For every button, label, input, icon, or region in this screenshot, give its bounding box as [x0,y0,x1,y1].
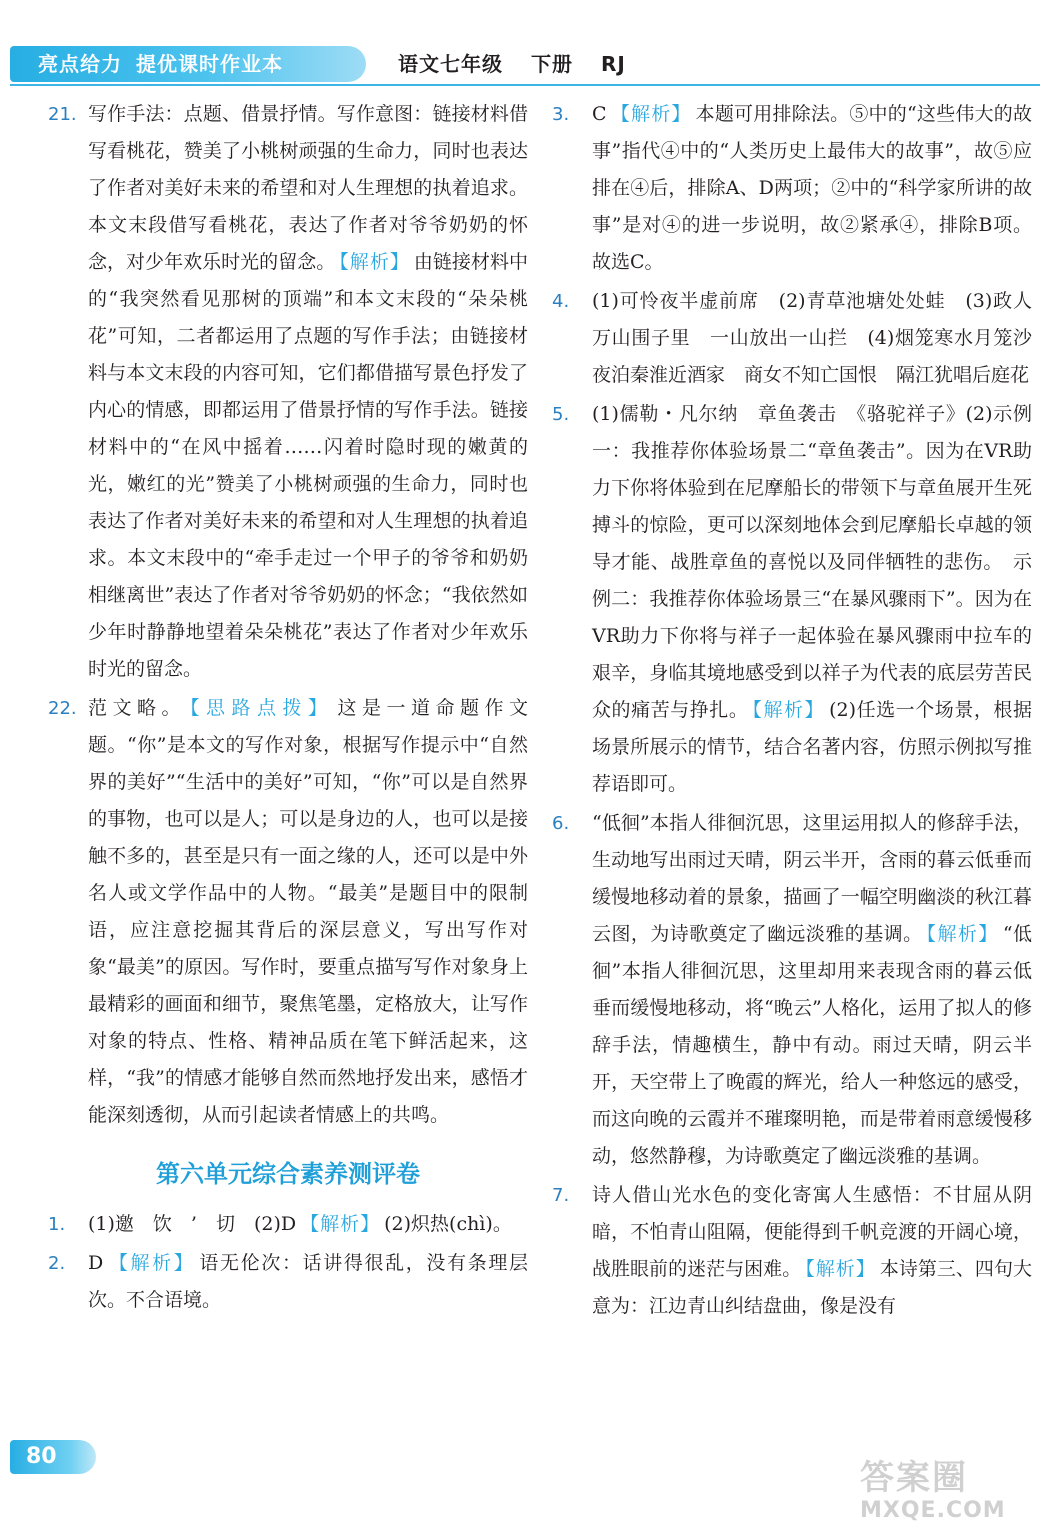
page-header [0,0,1053,88]
item-analysis: 本诗第三、四句大意为：江边青山纠结盘曲，像是没有 [592,1258,1032,1317]
volume-label: 下册 [530,52,573,76]
analysis-tag: 【解析】 [805,1258,876,1280]
page-number: 80 [10,1440,96,1474]
left-column [48,96,528,1321]
item-number: 5. [552,404,570,425]
answer-item-22 [48,690,528,1134]
item-answer: (1)可怜夜半虚前席 (2)青草池塘处处蛙 (3)政人万山围子里 一山放出一山拦 (4)烟笼寒水月笼沙 夜泊秦淮近酒家 商女不知亡国恨 隔江犹唱后庭花 [592,290,1052,386]
item-answer: C [592,103,607,125]
section-title: 第六单元综合素养测评卷 [156,1160,420,1188]
analysis-tag: 【解析】 [300,1213,381,1235]
item-answer: D [88,1252,104,1274]
answer-item-1 [48,1206,528,1243]
watermark-logo [860,1458,1046,1530]
item-number: 3. [552,104,570,125]
brand-subtitle: 提优课时作业本 [136,52,283,76]
item-analysis: 语无伦次：话讲得很乱，没有条理层次。不合语境。 [88,1252,528,1311]
header-divider [10,84,1040,86]
watermark-title: 答案圈 [860,1458,968,1498]
item-answer: (1)邀 饮 ’ 切 (2)D [88,1213,297,1235]
answer-item-4 [552,283,1052,394]
watermark-url: MXQE.COM [860,1498,1006,1523]
item-number: 7. [552,1185,570,1206]
hint-tag: 【思路点拨】 [190,697,334,719]
item-answer: “低徊”本指人徘徊沉思，这里运用拟人的修辞手法，生动地写出雨过天晴，阴云半开，含雨的暮云低垂而缓慢地移动着的景象，描画了一幅空明幽淡的秋江暮云图，为诗歌奠定了幽远淡雅的基调。 [592,812,1032,945]
item-answer: (1)儒勒・凡尔纳 章鱼袭击 《骆驼祥子》(2)示例一：我推荐你体验场景二“章鱼袭击”。因为在VR助力下你将体验到在尼摩船长的带领下与章鱼展开生死搏斗的惊险，更可以深刻地体会到尼摩船长卓越的领导才能、战胜章鱼的喜悦以及同伴牺牲的悲伤。 示例二：我推荐你体验场景三“在暴风骤雨下”。因为在VR助力下你将与祥子一起体验在暴风骤雨中拉车的艰辛，身临其境地感受到以祥子为代表的底层劳苦民众的痛苦与挣扎。 [592,403,1032,721]
answer-item-21 [48,96,528,688]
item-number: 21. [48,104,77,125]
answer-item-6 [552,805,1032,1175]
item-number: 1. [48,1214,66,1235]
analysis-tag: 【解析】 [926,923,999,945]
answer-item-2 [48,1245,528,1319]
subject-info [398,46,646,82]
edition-label: RJ [600,52,626,76]
analysis-tag: 【解析】 [752,699,826,721]
item-answer: 写作手法：点题、借景抒情。写作意图：链接材料借写看桃花，赞美了小桃树顽强的生命力，同时也表达了作者对美好未来的希望和对人生理想的执着追求。本文末段借写看桃花，表达了作者对爷爷奶奶的怀念，对少年欢乐时光的留念。 [88,103,528,273]
analysis-tag: 【解析】 [107,1252,196,1274]
item-number: 2. [48,1253,66,1274]
analysis-tag: 【解析】 [610,103,692,125]
answer-item-3 [552,96,1032,281]
brand-banner [10,46,366,82]
brand-name: 亮点给力 [38,52,122,76]
item-analysis: (2)任选一个场景，根据场景所展示的情节，结合名著内容，仿照示例拟写推荐语即可。 [592,699,1032,795]
item-analysis: 这是一道命题作文题。“你”是本文的写作对象，根据写作提示中“自然界的美好”“生活中的美好”可知，“你”可以是自然界的事物，也可以是人；可以是身边的人，也可以是接触不多的，甚至是只有一面之缘的人，还可以是中外名人或文学作品中的人物。“最美”是题目中的限制语，应注意挖掘其背后的深层意义，写出写作对象“最美”的原因。写作时，要重点描写写作对象身上最精彩的画面和细节，聚焦笔墨，定格放大，让写作对象的特点、性格、精神品质在笔下鲜活起来，这样，“我”的情感才能够自然而然地抒发出来，感悟才能深刻透彻，从而引起读者情感上的共鸣。 [88,697,528,1126]
item-number: 22. [48,698,77,719]
item-analysis: “低徊”本指人徘徊沉思，这里却用来表现含雨的暮云低垂而缓慢地移动，将“晚云”人格化，运用了拟人的修辞手法，情趣横生，静中有动。雨过天晴，阴云半开，天空带上了晚霞的辉光，给人一种悠远的感受，而这向晚的云霞并不璀璨明艳，而是带着雨意缓慢移动，悠然静穆，为诗歌奠定了幽远淡雅的基调。 [592,923,1032,1167]
right-column [552,96,1052,1327]
item-number: 4. [552,291,570,312]
item-answer: 范文略。 [88,697,186,719]
item-number: 6. [552,813,570,834]
analysis-tag: 【解析】 [339,251,410,273]
item-analysis: (2)炽热(chì)。 [384,1213,512,1235]
answer-item-5 [552,396,1032,803]
item-analysis: 本题可用排除法。⑤中的“这些伟大的故事”指代④中的“人类历史上最伟大的故事”，故⑤应排在④后，排除A、D两项；②中的“科学家所讲的故事”是对④的进一步说明，故②紧承④，排除B项。故选C。 [592,103,1032,273]
item-analysis: 由链接材料中的“我突然看见那树的顶端”和本文末段的“朵朵桃花”可知，二者都运用了点题的写作手法；由链接材料与本文末段的内容可知，它们都借描写景色抒发了内心的情感，即都运用了借景抒情的写作手法。链接材料中的“在风中摇着……闪着时隐时现的嫩黄的光，嫩红的光”赞美了小桃树顽强的生命力，同时也表达了作者对美好未来的希望和对人生理想的执着追求。本文末段中的“牵手走过一个甲子的爷爷和奶奶相继离世”表达了作者对爷爷奶奶的怀念；“我依然如少年时静静地望着朵朵桃花”表达了作者对少年欢乐时光的留念。 [88,251,528,680]
answer-item-7 [552,1177,1032,1325]
item-answer: 诗人借山光水色的变化寄寓人生感悟：不甘屈从阴暗，不怕青山阻隔，便能得到千帆竞渡的开阔心境，战胜眼前的迷茫与困难。 [592,1184,1032,1280]
subject-grade: 语文七年级 [398,52,503,76]
